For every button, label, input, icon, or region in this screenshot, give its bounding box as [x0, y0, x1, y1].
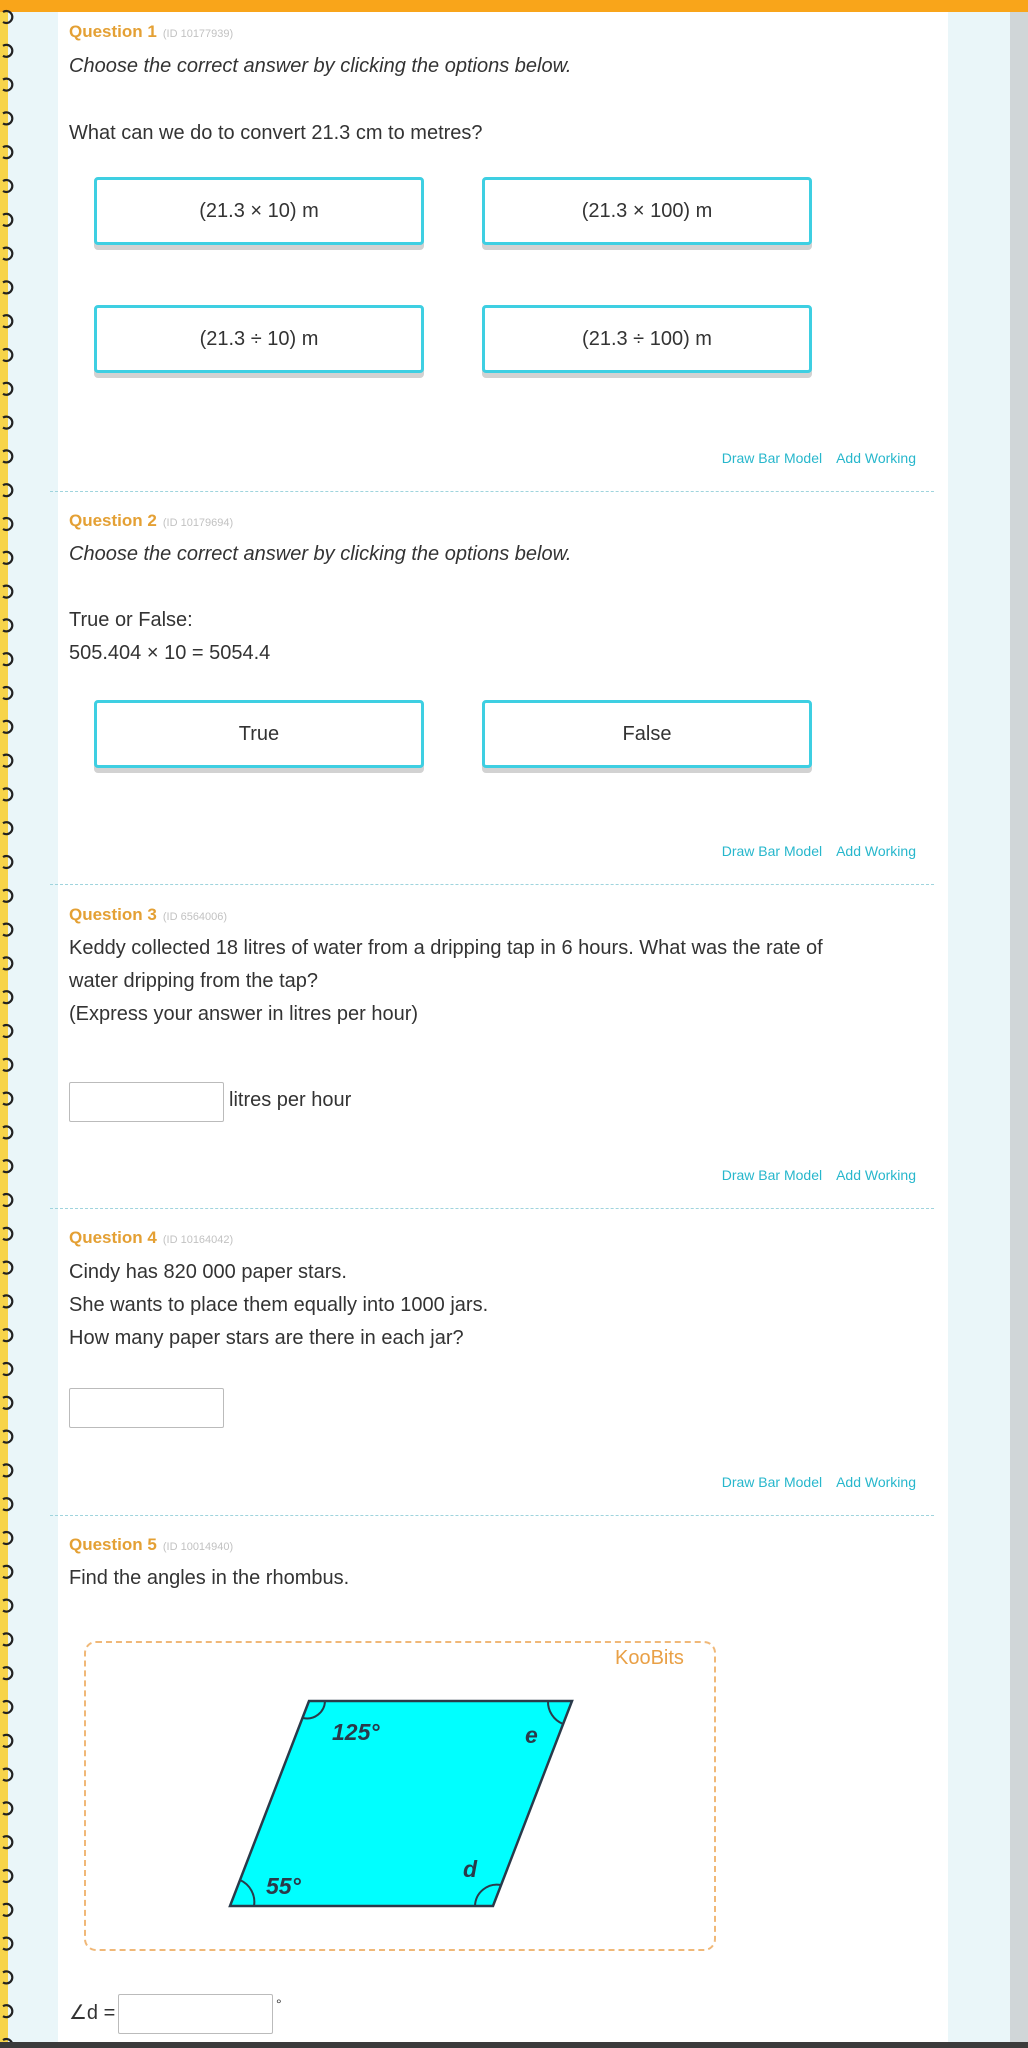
binder-ring-icon — [3, 1397, 12, 1409]
angle-label-55: 55° — [266, 1873, 301, 1899]
question-2-prompt-line-1: True or False: — [69, 609, 193, 631]
binder-ring-icon — [3, 214, 12, 226]
binder-ring-icon — [3, 1059, 12, 1071]
binder-ring-icon — [3, 315, 12, 327]
binder-ring-icon — [3, 619, 12, 631]
rhombus-diagram — [220, 1695, 590, 1915]
question-5-answer-input[interactable] — [118, 1994, 273, 2034]
binder-rings — [0, 0, 20, 2048]
question-separator — [50, 884, 934, 885]
question-2-option-true[interactable]: True — [94, 700, 424, 768]
binder-ring-icon — [3, 2005, 12, 2017]
question-3-tools — [708, 1167, 916, 1183]
binder-ring-icon — [3, 755, 12, 767]
binder-ring-icon — [3, 79, 12, 91]
question-3-answer-input[interactable] — [69, 1082, 224, 1122]
right-margin — [948, 12, 1010, 2048]
binder-ring-icon — [3, 924, 12, 936]
question-5-id: (ID 10014940) — [162, 1541, 234, 1553]
bottom-dark-bar — [0, 2042, 1028, 2048]
binder-ring-icon — [3, 1938, 12, 1950]
binder-ring-icon — [3, 1701, 12, 1713]
binder-ring-icon — [3, 112, 12, 124]
question-3-prompt-line-1: Keddy collected 18 litres of water from a dripping tap in 6 hours. What was the rate of — [69, 937, 823, 959]
question-2-prompt-line-2: 505.404 × 10 = 5054.4 — [69, 642, 271, 664]
binder-ring-icon — [3, 1633, 12, 1645]
binder-ring-icon — [3, 146, 12, 158]
question-3-unit: litres per hour — [229, 1089, 352, 1111]
binder-ring-icon — [3, 653, 12, 665]
binder-ring-icon — [3, 1228, 12, 1240]
question-1-tools — [708, 450, 916, 466]
binder-ring-icon — [3, 1025, 12, 1037]
binder-ring-icon — [3, 721, 12, 733]
binder-ring-icon — [3, 856, 12, 868]
degree-sign: ° — [276, 1996, 282, 2012]
binder-ring-icon — [3, 586, 12, 598]
question-5-prompt: Find the angles in the rhombus. — [69, 1567, 350, 1589]
question-4-prompt-line-2: She wants to place them equally into 1000 jars. — [69, 1294, 489, 1316]
question-5-title: Question 5 (ID 10014940) — [69, 1535, 234, 1554]
question-5-answer-label: ∠d = — [69, 2002, 116, 2024]
binder-ring-icon — [3, 1971, 12, 1983]
add-working-link[interactable]: Add Working — [836, 1167, 916, 1183]
binder-ring-icon — [3, 1904, 12, 1916]
binder-ring-icon — [3, 1836, 12, 1848]
binder-ring-icon — [3, 180, 12, 192]
binder-ring-icon — [3, 11, 12, 23]
question-1-instruction: Choose the correct answer by clicking the options below. — [69, 55, 572, 77]
question-4-prompt-line-3: How many paper stars are there in each jar? — [69, 1327, 464, 1349]
question-2-title: Question 2 (ID 10179694) — [69, 511, 234, 530]
binder-ring-icon — [3, 991, 12, 1003]
binder-ring-icon — [3, 518, 12, 530]
binder-ring-icon — [3, 1498, 12, 1510]
binder-ring-icon — [3, 1566, 12, 1578]
binder-ring-icon — [3, 1262, 12, 1274]
question-1-id: (ID 10177939) — [162, 28, 234, 40]
binder-ring-icon — [3, 1194, 12, 1206]
question-4-title: Question 4 (ID 10164042) — [69, 1228, 234, 1247]
page-scrollbar[interactable] — [1010, 12, 1028, 2048]
binder-ring-icon — [3, 1532, 12, 1544]
question-4-id: (ID 10164042) — [162, 1234, 234, 1246]
binder-ring-icon — [3, 1769, 12, 1781]
question-4-tools — [708, 1474, 916, 1490]
binder-ring-icon — [3, 1093, 12, 1105]
binder-ring-icon — [3, 822, 12, 834]
binder-ring-icon — [3, 45, 12, 57]
angle-label-125: 125° — [332, 1719, 380, 1745]
question-2-tools — [708, 843, 916, 859]
question-separator — [50, 1515, 934, 1516]
add-working-link[interactable]: Add Working — [836, 843, 916, 859]
question-3-title: Question 3 (ID 6564006) — [69, 905, 228, 924]
question-2-option-false[interactable]: False — [482, 700, 812, 768]
binder-ring-icon — [3, 1295, 12, 1307]
question-2-id: (ID 10179694) — [162, 517, 234, 529]
question-separator — [50, 1208, 934, 1209]
draw-bar-model-link[interactable]: Draw Bar Model — [721, 1474, 823, 1490]
question-3-id: (ID 6564006) — [162, 911, 228, 923]
question-1-option-c[interactable]: (21.3 ÷ 10) m — [94, 305, 424, 373]
binder-ring-icon — [3, 1735, 12, 1747]
question-4-prompt-line-1: Cindy has 820 000 paper stars. — [69, 1261, 347, 1283]
binder-ring-icon — [3, 890, 12, 902]
binder-ring-icon — [3, 383, 12, 395]
binder-ring-icon — [3, 1667, 12, 1679]
top-orange-bar — [0, 0, 1028, 12]
binder-ring-icon — [3, 1431, 12, 1443]
binder-ring-icon — [3, 1329, 12, 1341]
binder-ring-icon — [3, 1870, 12, 1882]
binder-ring-icon — [3, 1126, 12, 1138]
question-1-option-a[interactable]: (21.3 × 10) m — [94, 177, 424, 245]
binder-ring-icon — [3, 248, 12, 260]
add-working-link[interactable]: Add Working — [836, 450, 916, 466]
draw-bar-model-link[interactable]: Draw Bar Model — [721, 1167, 823, 1183]
draw-bar-model-link[interactable]: Draw Bar Model — [721, 843, 823, 859]
question-1-option-b[interactable]: (21.3 × 100) m — [482, 177, 812, 245]
binder-ring-icon — [3, 484, 12, 496]
binder-ring-icon — [3, 552, 12, 564]
binder-ring-icon — [3, 349, 12, 361]
angle-label-e: e — [525, 1722, 538, 1748]
draw-bar-model-link[interactable]: Draw Bar Model — [721, 450, 823, 466]
binder-ring-icon — [3, 281, 12, 293]
question-3-prompt-line-3: (Express your answer in litres per hour) — [69, 1003, 419, 1025]
question-1-title: Question 1 (ID 10177939) — [69, 22, 234, 41]
binder-ring-icon — [3, 1600, 12, 1612]
question-separator — [50, 491, 934, 492]
binder-ring-icon — [3, 417, 12, 429]
question-4-answer-input[interactable] — [69, 1388, 224, 1428]
add-working-link[interactable]: Add Working — [836, 1474, 916, 1490]
question-1-option-d[interactable]: (21.3 ÷ 100) m — [482, 305, 812, 373]
binder-ring-icon — [3, 1363, 12, 1375]
question-2-instruction: Choose the correct answer by clicking the options below. — [69, 543, 572, 565]
angle-label-d: d — [463, 1856, 478, 1882]
binder-ring-icon — [3, 450, 12, 462]
question-1-prompt: What can we do to convert 21.3 cm to metres? — [69, 122, 483, 144]
binder-ring-icon — [3, 957, 12, 969]
question-3-prompt-line-2: water dripping from the tap? — [69, 970, 319, 992]
binder-ring-icon — [3, 788, 12, 800]
binder-ring-icon — [3, 687, 12, 699]
binder-ring-icon — [3, 1160, 12, 1172]
binder-ring-icon — [3, 1802, 12, 1814]
koobits-watermark: KooBits — [615, 1647, 684, 1669]
binder-ring-icon — [3, 1464, 12, 1476]
